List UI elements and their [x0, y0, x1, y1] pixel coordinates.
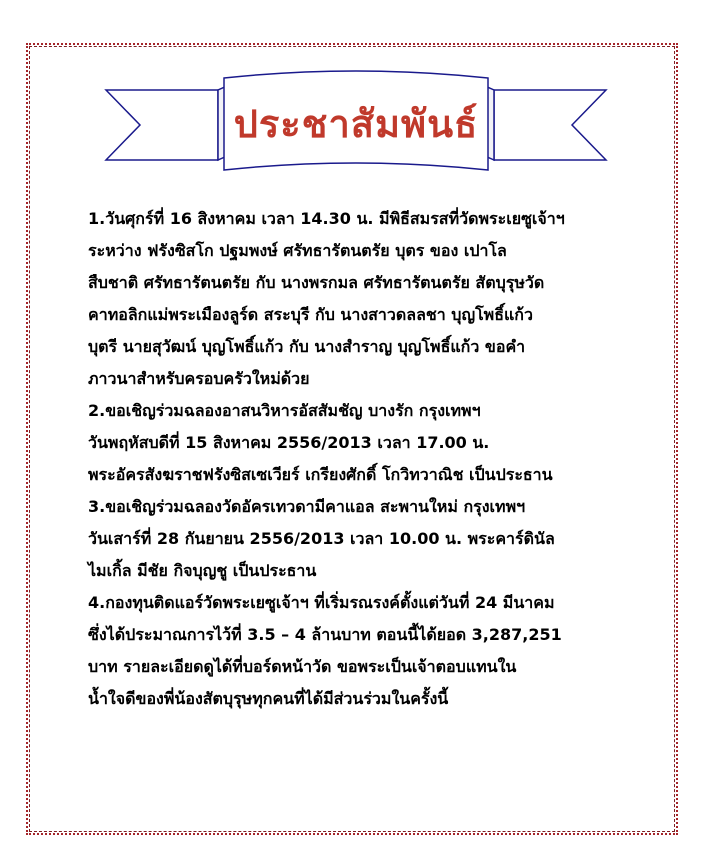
text-line: ไมเกิ้ล มีชัย กิจบุญชู เป็นประธาน: [88, 561, 317, 580]
text-line: บาท รายละเอียดดูได้ที่บอร์ดหน้าวัด ขอพระเป็นเจ้าตอบแทนใน: [88, 657, 517, 676]
text-line: 3.ขอเชิญร่วมฉลองวัดอัครเทวดามีคาแอล สะพานใหม่ กรุงเทพฯ: [88, 497, 526, 516]
text-line: วันพฤหัสบดีที่ 15 สิงหาคม 2556/2013 เวลา 17.00 น.: [88, 433, 490, 452]
text-line: ภาวนาสำหรับครอบครัวใหม่ด้วย: [88, 369, 310, 388]
text-line: บุตรี นายสุวัฒน์ บุญโพธิ์แก้ว กับ นางสำราญ บุญโพธิ์แก้ว ขอคำ: [88, 337, 526, 356]
text-line: วันเสาร์ที่ 28 กันยายน 2556/2013 เวลา 10.00 น. พระคาร์ดินัล: [88, 529, 555, 548]
text-line: น้ำใจดีของพี่น้องสัตบุรุษทุกคนที่ได้มีส่วนร่วมในครั้งนี้: [88, 689, 449, 708]
text-line: สืบชาติ ศรัทธารัตนตรัย กับ นางพรกมล ศรัทธารัตนตรัย สัตบุรุษวัด: [88, 273, 545, 292]
text-line: 4.กองทุนติดแอร์วัดพระเยซูเจ้าฯ ที่เริ่มรณรงค์ตั้งแต่วันที่ 24 มีนาคม: [88, 593, 555, 612]
announcement-body: [88, 203, 658, 715]
text-line: พระอัครสังฆราชฟรังซิสเซเวียร์ เกรียงศักดิ์ โกวิทวาณิช เป็นประธาน: [88, 465, 553, 484]
text-line: 1.วันศุกร์ที่ 16 สิงหาคม เวลา 14.30 น. มีพิธีสมรสที่วัดพระเยซูเจ้าฯ: [88, 209, 565, 228]
text-line: 2.ขอเชิญร่วมฉลองอาสนวิหารอัสสัมชัญ บางรัก กรุงเทพฯ: [88, 401, 481, 420]
title-banner: [96, 70, 616, 190]
text-line: คาทอลิกแม่พระเมืองลูร์ด สระบุรี กับ นางสาวดลลชา บุญโพธิ์แก้ว: [88, 305, 533, 324]
text-line: ซึ่งได้ประมาณการไว้ที่ 3.5 – 4 ล้านบาท ตอนนี้ได้ยอด 3,287,251: [88, 625, 562, 644]
text-line: ระหว่าง ฟรังซิสโก ปฐมพงษ์ ศรัทธารัตนตรัย บุตร ของ เปาโล: [88, 241, 507, 260]
page-title: ประชาสัมพันธ์: [233, 101, 479, 146]
